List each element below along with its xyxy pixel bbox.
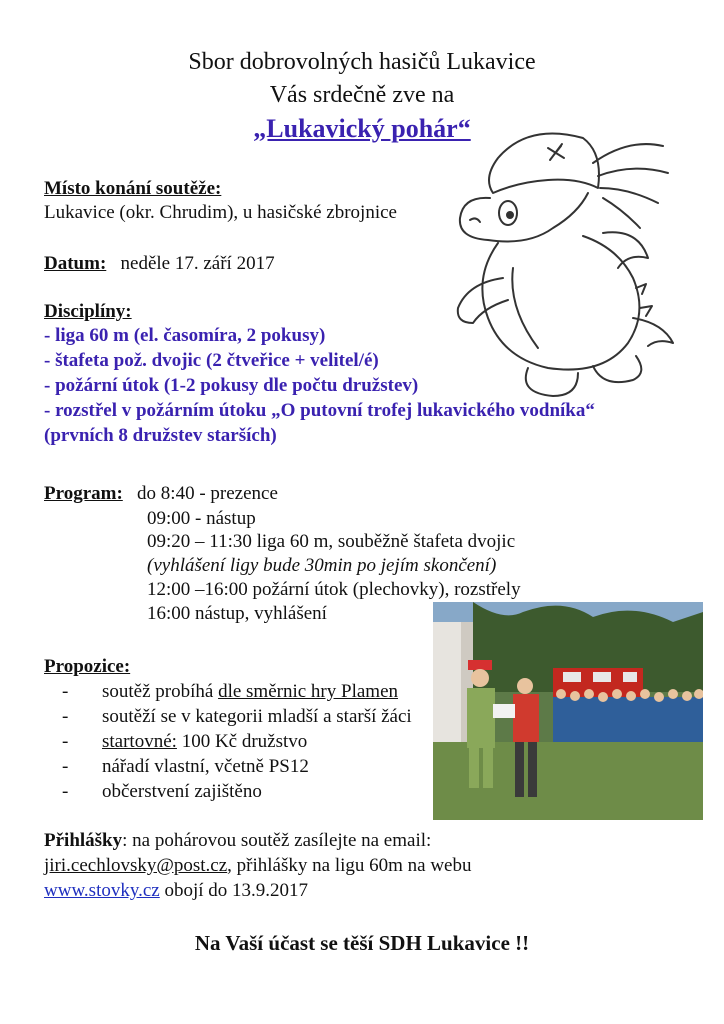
proposition-item: - startovné: 100 Kč družstvo: [62, 731, 308, 752]
ceremony-photo: [433, 602, 703, 820]
disciplines-label: Disciplíny:: [44, 301, 132, 322]
proposition-item: - občerstvení zajištěno: [62, 781, 262, 802]
registration-label: Přihlášky: [44, 830, 123, 851]
discipline-item: - rozstřel v požárním útoku „O putovní trofej lukavického vodníka“: [44, 400, 595, 421]
date-label: Datum:: [44, 253, 107, 274]
program-item: 09:00 - nástup: [147, 508, 256, 529]
email-link[interactable]: jiri.cechlovsky@post.cz: [44, 855, 228, 876]
discipline-item: - liga 60 m (el. časomíra, 2 pokusy): [44, 325, 326, 346]
propositions-label: Propozice:: [44, 656, 131, 677]
event-title: „Lukavický pohár“: [253, 114, 471, 143]
registration-row: Přihlášky: na pohárovou soutěž zasílejte na email:: [44, 830, 432, 851]
discipline-item: - požární útok (1-2 pokusy dle počtu družstev): [44, 375, 419, 396]
discipline-item: - štafeta pož. dvojic (2 čtveřice + velitel/é): [44, 350, 379, 371]
program-row-first: [44, 482, 278, 506]
proposition-item: - nářadí vlastní, včetně PS12: [62, 756, 309, 777]
dragon-mascot-illustration: [378, 118, 678, 418]
venue-label: Místo konání soutěže:: [44, 178, 222, 199]
registration-row: jiri.cechlovsky@post.cz, přihlášky na ligu 60m na webu: [44, 855, 472, 876]
venue-text: Lukavice (okr. Chrudim), u hasičské zbrojnice: [44, 202, 397, 223]
invite-line: Vás srdečně zve na: [269, 82, 455, 108]
closing-line: Na Vaší účast se těší SDH Lukavice !!: [194, 931, 530, 955]
program-note: (vyhlášení ligy bude 30min po jejím skončení): [147, 555, 497, 576]
program-item: 12:00 –16:00 požární útok (plechovky), rozstřely: [147, 579, 521, 600]
date-row: [44, 252, 275, 276]
website-link[interactable]: www.stovky.cz: [44, 880, 160, 901]
date-text: neděle 17. září 2017: [120, 253, 275, 274]
registration-row: www.stovky.cz obojí do 13.9.2017: [44, 880, 309, 901]
program-label: Program:: [44, 483, 123, 504]
proposition-item: - soutěž probíhá dle směrnic hry Plamen: [62, 681, 399, 702]
program-item: do 8:40 - prezence: [137, 483, 278, 504]
organizer-line: Sbor dobrovolných hasičů Lukavice: [188, 49, 536, 75]
discipline-note: (prvních 8 družstev starších): [44, 425, 277, 446]
program-item: 09:20 – 11:30 liga 60 m, souběžně štafeta dvojic: [147, 531, 516, 552]
program-item: 16:00 nástup, vyhlášení: [147, 603, 327, 624]
rules-link[interactable]: dle směrnic hry Plamen: [218, 681, 399, 702]
proposition-item: - soutěží se v kategorii mladší a starší žáci: [62, 706, 412, 727]
